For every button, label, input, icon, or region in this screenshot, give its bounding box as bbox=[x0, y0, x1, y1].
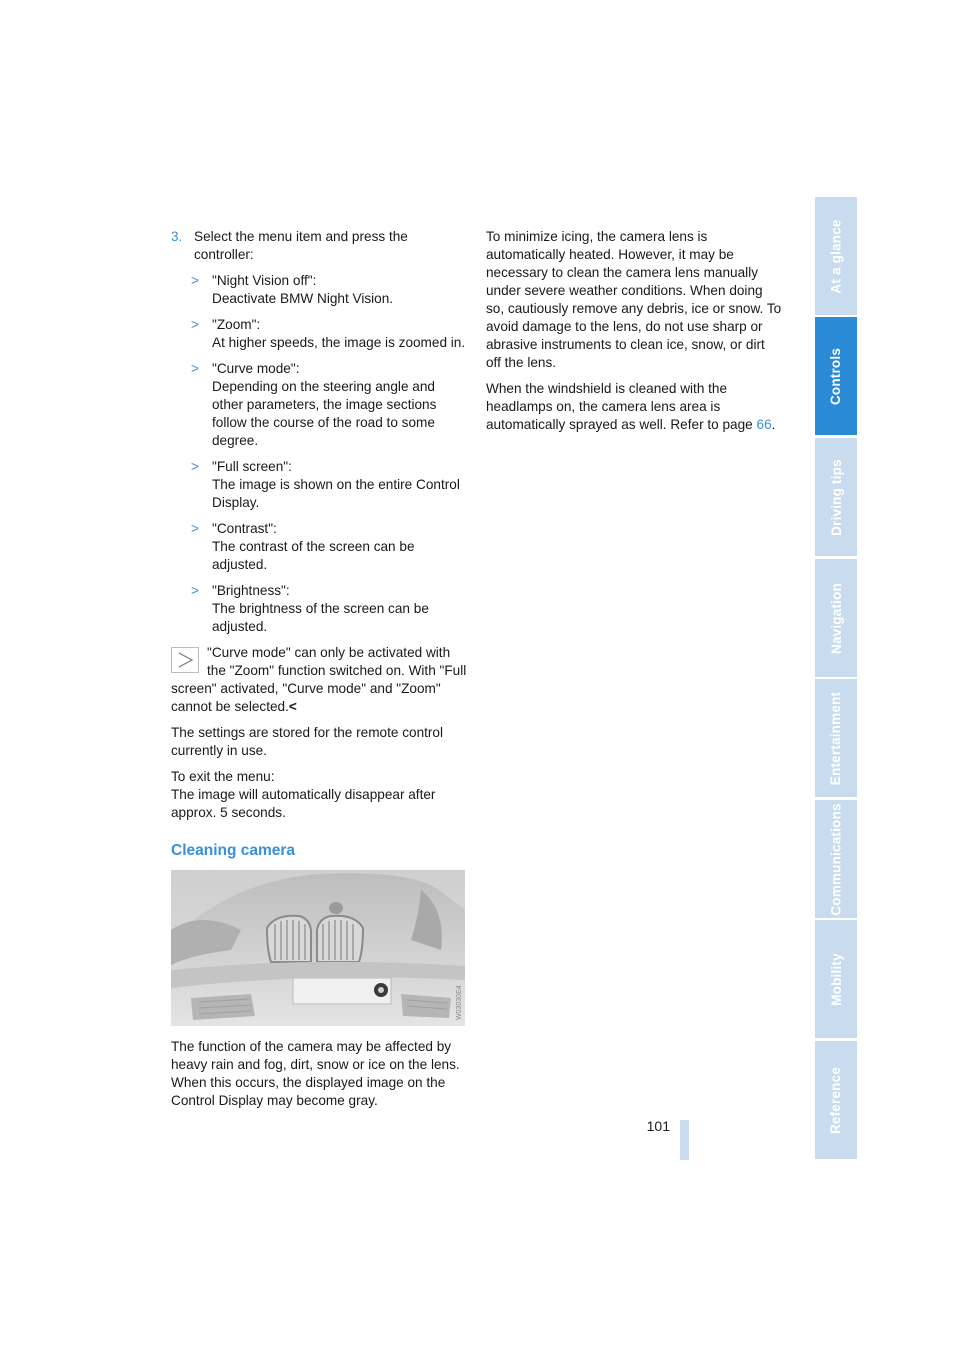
figure-code: W03030E4 bbox=[456, 985, 463, 1020]
exit-paragraph bbox=[171, 768, 467, 822]
bullet-arrow-icon: > bbox=[191, 361, 199, 376]
note-triangle-icon bbox=[171, 647, 199, 673]
option-description: The image is shown on the entire Control Display. bbox=[212, 477, 460, 510]
tab-navigation[interactable] bbox=[815, 559, 857, 677]
tab-communications[interactable] bbox=[815, 800, 857, 918]
option-zoom bbox=[191, 316, 467, 352]
tab-label: Mobility bbox=[828, 952, 844, 1006]
option-title: "Full screen": bbox=[212, 459, 292, 474]
left-column bbox=[171, 228, 467, 1118]
tab-controls[interactable] bbox=[815, 317, 857, 435]
step-number: 3. bbox=[171, 229, 183, 244]
page-number: 101 bbox=[646, 1118, 670, 1134]
tab-entertainment[interactable] bbox=[815, 679, 857, 797]
bullet-arrow-icon: > bbox=[191, 317, 199, 332]
option-brightness bbox=[191, 582, 467, 636]
bullet-arrow-icon: > bbox=[191, 583, 199, 598]
option-description: Depending on the steering angle and other parameters, the image sections follow the course of the road to some degree. bbox=[212, 379, 437, 448]
option-curve-mode bbox=[191, 360, 467, 450]
option-title: "Zoom": bbox=[212, 317, 261, 332]
option-full-screen bbox=[191, 458, 467, 512]
camera-figure bbox=[171, 870, 465, 1026]
tab-mobility[interactable] bbox=[815, 920, 857, 1038]
option-contrast bbox=[191, 520, 467, 574]
bullet-arrow-icon: > bbox=[191, 273, 199, 288]
section-heading: Cleaning camera bbox=[171, 842, 296, 859]
option-title: "Curve mode": bbox=[212, 361, 300, 376]
bullet-arrow-icon: > bbox=[191, 459, 199, 474]
option-description: Deactivate BMW Night Vision. bbox=[212, 291, 394, 306]
option-description: The contrast of the screen can be adjusted. bbox=[212, 539, 415, 572]
note-curve-mode bbox=[171, 644, 467, 716]
note-text: "Curve mode" can only be activated with the "Zoom" function switched on. With "Full screen" activated, "Curve mode" and "Zoom" cannot be selected. bbox=[171, 645, 467, 714]
tab-label: Communications bbox=[828, 802, 844, 916]
camera-paragraph: The function of the camera may be affected by heavy rain and fog, dirt, snow or ice on the lens. When this occurs, the displayed image on the Control Display may become gray. bbox=[171, 1039, 460, 1108]
page-reference-link[interactable]: 66 bbox=[756, 417, 772, 432]
option-description: At higher speeds, the image is zoomed in. bbox=[212, 335, 466, 350]
step-text: Select the menu item and press the controller: bbox=[194, 229, 408, 262]
end-mark: < bbox=[288, 699, 297, 714]
option-night-vision-off bbox=[191, 272, 467, 308]
exit-label: To exit the menu: bbox=[171, 769, 275, 784]
page-number-bar bbox=[680, 1120, 689, 1160]
tab-label: Reference bbox=[828, 1066, 844, 1134]
tab-reference[interactable] bbox=[815, 1041, 857, 1159]
exit-text: The image will automatically disappear after approx. 5 seconds. bbox=[171, 787, 436, 820]
right-column bbox=[486, 228, 782, 442]
step-3 bbox=[171, 228, 467, 264]
tab-at-a-glance[interactable] bbox=[815, 197, 857, 315]
windshield-paragraph bbox=[486, 380, 782, 434]
tab-label: Navigation bbox=[828, 582, 844, 654]
bullet-arrow-icon: > bbox=[191, 521, 199, 536]
option-description: The brightness of the screen can be adjusted. bbox=[212, 601, 429, 634]
chapter-sidebar bbox=[815, 197, 857, 1160]
tab-label: Entertainment bbox=[828, 691, 844, 785]
windshield-text: When the windshield is cleaned with the headlamps on, the camera lens area is automatically sprayed as well. Refer to page bbox=[486, 381, 753, 432]
tab-label: Driving tips bbox=[828, 458, 844, 536]
option-title: "Night Vision off": bbox=[212, 273, 317, 288]
settings-paragraph: The settings are stored for the remote control currently in use. bbox=[171, 725, 444, 758]
period: . bbox=[771, 417, 776, 432]
car-front-illustration bbox=[171, 870, 465, 1026]
tab-driving-tips[interactable] bbox=[815, 438, 857, 556]
icing-paragraph: To minimize icing, the camera lens is automatically heated. However, it may be necessary to clean the camera lens manually under severe weather conditions. When doing so, cautiously remove any debris, ice or snow. To avoid damage to the lens, do not use sharp or abrasive instruments to clean ice, snow, or dirt off the lens. bbox=[486, 229, 782, 370]
option-title: "Contrast": bbox=[212, 521, 277, 536]
tab-label: Controls bbox=[828, 347, 844, 405]
option-title: "Brightness": bbox=[212, 583, 290, 598]
tab-label: At a glance bbox=[828, 218, 844, 294]
